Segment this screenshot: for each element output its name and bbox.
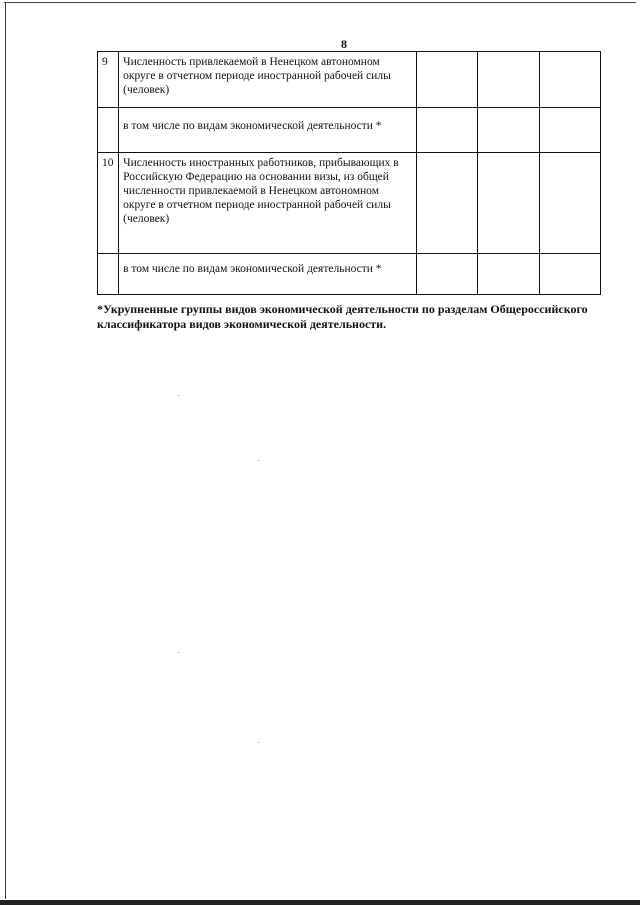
scan-edge-top: [4, 2, 636, 3]
value-cell: [416, 52, 477, 108]
table-row: [98, 108, 601, 153]
value-cell: [539, 153, 600, 254]
table-row: [98, 52, 601, 108]
scan-speck: [178, 652, 179, 653]
value-cell: [478, 108, 539, 153]
row-description: в том числе по видам экономической деятельности *: [119, 108, 417, 153]
value-cell: [416, 108, 477, 153]
scan-edge-left: [5, 2, 6, 899]
table-row: [98, 254, 601, 295]
value-cell: [539, 52, 600, 108]
scan-speck: [258, 742, 259, 743]
row-number: 9: [98, 52, 119, 108]
value-cell: [416, 153, 477, 254]
scan-speck: [258, 460, 259, 461]
value-cell: [478, 153, 539, 254]
page-number: 8: [341, 37, 347, 51]
value-cell: [539, 254, 600, 295]
value-cell: [416, 254, 477, 295]
row-number: 10: [98, 153, 119, 254]
value-cell: [478, 254, 539, 295]
row-description: Численность привлекаемой в Ненецком автономном округе в отчетном периоде иностранной рабочей силы (человек): [119, 52, 417, 108]
value-cell: [478, 52, 539, 108]
value-cell: [539, 108, 600, 153]
row-description: в том числе по видам экономической деятельности *: [119, 254, 417, 295]
indicators-table: [97, 51, 601, 295]
row-number: [98, 254, 119, 295]
scan-speck: [178, 395, 179, 396]
scan-edge-bottom: [0, 900, 640, 905]
footnote: *Укрупненные группы видов экономической деятельности по разделам Общероссийского классификатора видов экономической деятельности.: [97, 302, 588, 331]
row-number: [98, 108, 119, 153]
table-row: [98, 153, 601, 254]
row-description: Численность иностранных работников, прибывающих в Российскую Федерацию на основании визы, из общей численности привлекаемой в Ненецком автономном округе в отчетном периоде иностранной рабочей силы (человек): [119, 153, 417, 254]
